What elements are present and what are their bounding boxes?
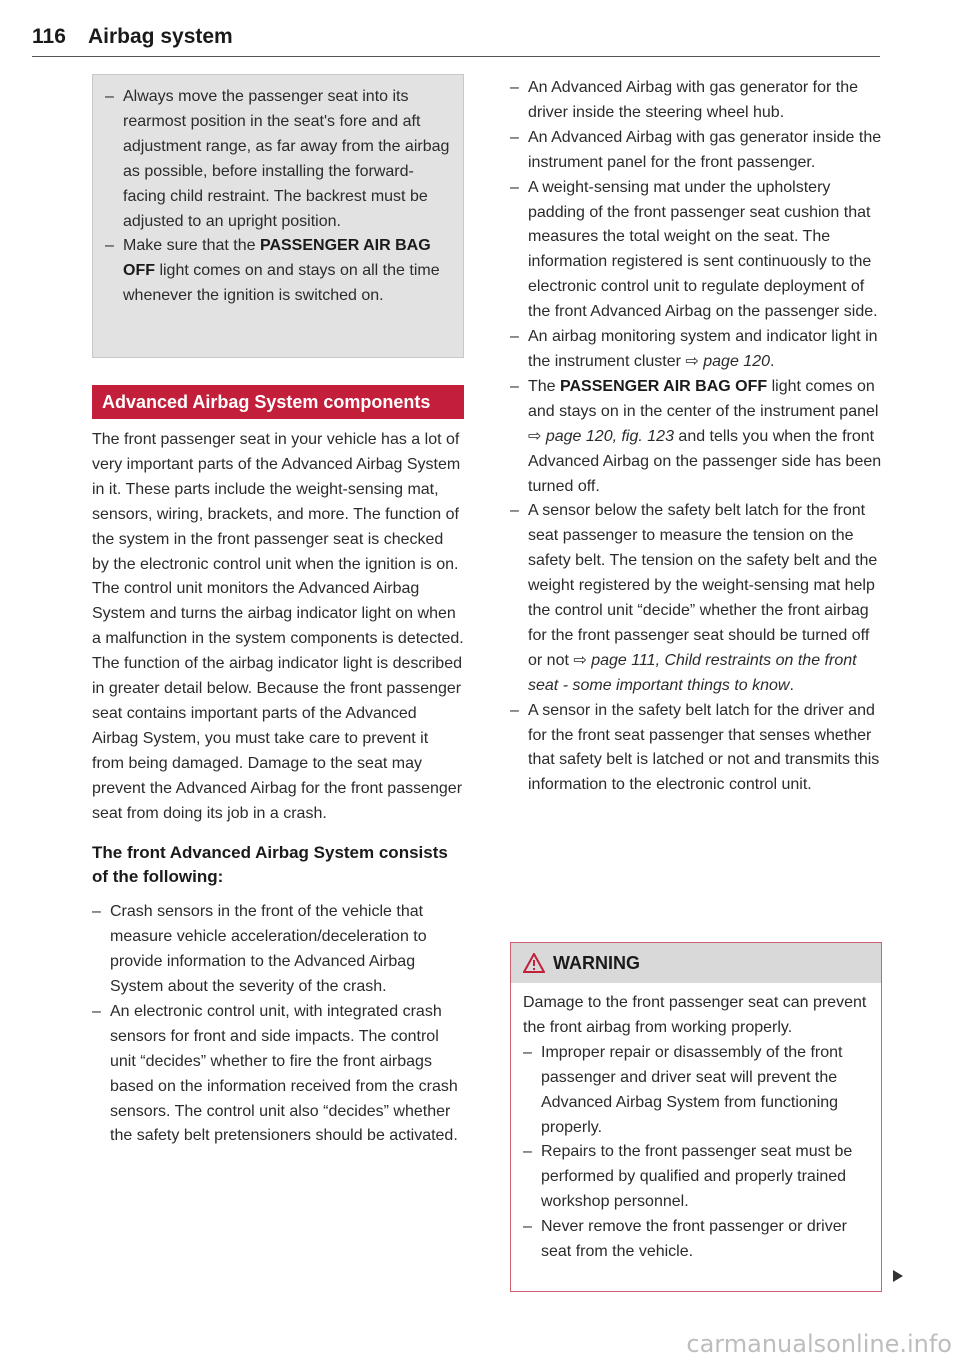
list-item: – An Advanced Airbag with gas generator for the driver inside the steering wheel hub. bbox=[510, 76, 882, 126]
intro-paragraph: The front passenger seat in your vehicle has a lot of very important parts of the Advanced Airbag System in it. These parts include the weight-sensing mat, sensors, wiring, brackets, and more. The function of the system in the front passenger seat is checked by the electronic control unit when the ignition is on. The control unit monitors the Advanced Airbag System and turns the airbag indicator light on when a malfunction in the system components is detected. The function of the airbag indicator light is described in greater detail below. Because the front passenger seat contains important parts of the Advanced Airbag System, you must take care to prevent it from being damaged. Damage to the seat may prevent the Advanced Airbag for the front passenger seat from doing its job in a crash. bbox=[92, 431, 464, 822]
page-reference-link[interactable]: ⇨ page 111, Child restraints on the front seat - some important things to know bbox=[528, 651, 857, 694]
list-item: – A sensor in the safety belt latch for the driver and for the front seat passenger that senses whether that safety belt is latched or not and transmits this information to the electronic control unit. bbox=[510, 699, 882, 799]
list-item: – A sensor below the safety belt latch for the front seat passenger to measure the tension on the safety belt. The tension on the safety belt and the weight registered by the weight-sensing mat help the control unit “decide” whether the front airbag for the front passenger seat should be turned off or not ⇨ page 111, Child restraints on the front seat - some important things to know. bbox=[510, 499, 882, 698]
page-title: Airbag system bbox=[88, 25, 233, 48]
page-number: 116 bbox=[32, 25, 66, 48]
list-item: – Never remove the front passenger or driver seat from the vehicle. bbox=[523, 1215, 871, 1265]
list-item: – The PASSENGER AIR BAG OFF light comes on and stays on in the center of the instrument panel ⇨ page 120, fig. 123 and tells you when the front Advanced Airbag on the passenger side has been turned off. bbox=[510, 375, 882, 500]
warning-box bbox=[510, 942, 882, 1292]
warning-header bbox=[511, 943, 881, 983]
watermark: carmanualsonline.info bbox=[686, 1330, 952, 1358]
continue-arrow-icon bbox=[893, 1270, 903, 1282]
caution-box bbox=[92, 74, 464, 358]
section-heading: Advanced Airbag System components bbox=[92, 385, 464, 419]
list-item: – A weight-sensing mat under the upholstery padding of the front passenger seat cushion that measures the total weight on the seat. The information registered is sent continuously to the electronic control unit to regulate deployment of the front Advanced Airbag on the passenger side. bbox=[510, 176, 882, 325]
page-header bbox=[32, 22, 880, 57]
left-column bbox=[92, 428, 464, 1149]
warning-title: WARNING bbox=[553, 953, 640, 973]
list-item: – Improper repair or disassembly of the front passenger and driver seat will prevent the Advanced Airbag System from functioning properly. bbox=[523, 1041, 871, 1141]
list-item: – Always move the passenger seat into its rearmost position in the seat's fore and aft adjustment range, as far away from the airbag as possible, before installing the forward-facing child restraint. The backrest must be adjusted to an upright position. bbox=[105, 85, 453, 234]
page-reference-link[interactable]: ⇨ page 120 bbox=[685, 352, 770, 370]
list-item: – Repairs to the front passenger seat must be performed by qualified and properly trained workshop personnel. bbox=[523, 1140, 871, 1215]
list-item: – Crash sensors in the front of the vehicle that measure vehicle acceleration/deceleration to provide information to the Advanced Airbag System about the severity of the crash. bbox=[92, 900, 464, 1000]
list-item: – An airbag monitoring system and indicator light in the instrument cluster ⇨ page 120. bbox=[510, 325, 882, 375]
list-item: – An Advanced Airbag with gas generator inside the instrument panel for the front passenger. bbox=[510, 126, 882, 176]
page-reference-link[interactable]: ⇨ page 120, fig. 123 bbox=[528, 427, 674, 445]
warning-text: Damage to the front passenger seat can prevent the front airbag from working properly. bbox=[523, 994, 867, 1036]
right-column bbox=[510, 76, 882, 798]
subheading: The front Advanced Airbag System consists of the following: bbox=[92, 842, 448, 887]
list-item: – An electronic control unit, with integrated crash sensors for front and side impacts. The control unit “decides” whether to fire the front airbags based on the information received from the crash sensors. The control unit also “decides” whether the safety belt pretensioners should be activated. bbox=[92, 1000, 464, 1149]
warning-triangle-icon bbox=[523, 953, 545, 973]
list-item: – Make sure that the PASSENGER AIR BAG OFF light comes on and stays on all the time whenever the ignition is switched on. bbox=[105, 234, 453, 309]
